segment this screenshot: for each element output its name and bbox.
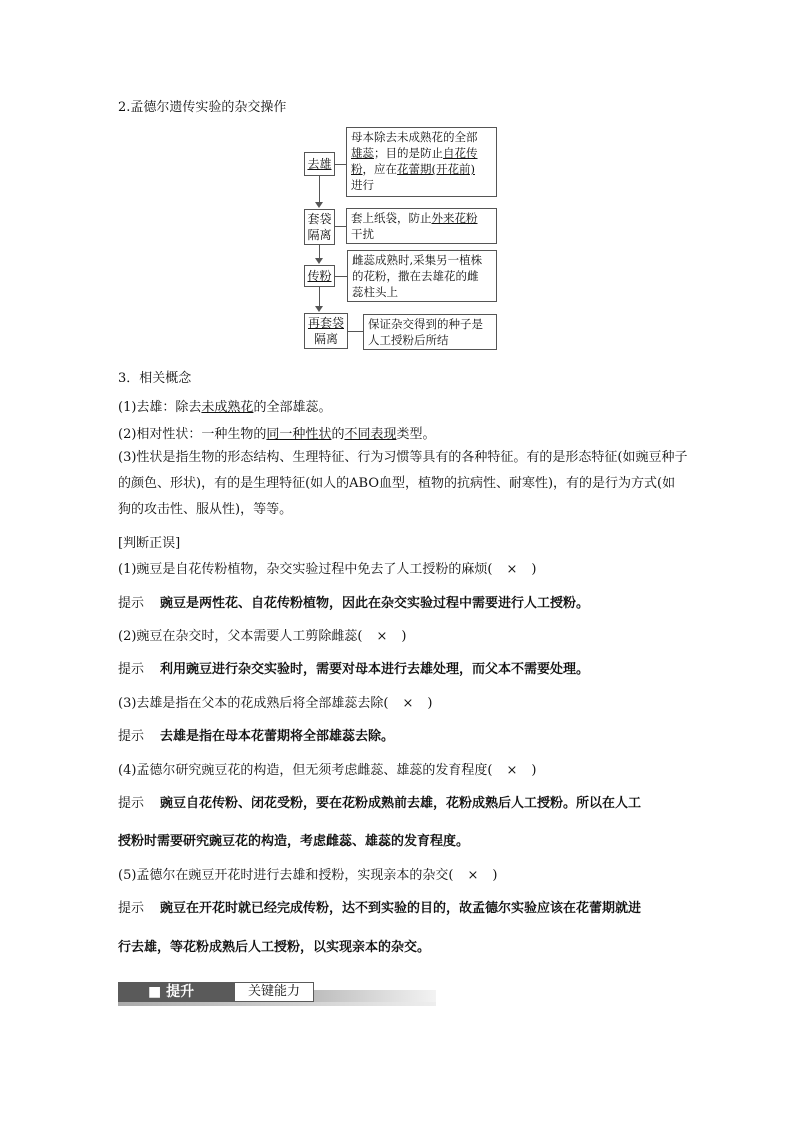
judge-hint-4: 提示 豌豆自花传粉、闭花受粉，要在花粉成熟前去雄，花粉成熟后人工授粉。所以在人工 [118, 796, 642, 811]
banner-title-left: ■ 提升 [148, 984, 195, 1000]
judge-hint-5: 提示 豌豆在开花时就已经完成传粉，达不到实验的目的，故孟德尔实验应该在花蕾期就进 [118, 901, 642, 916]
judge-question-3: (3)去雄是指在父本的花成熟后将全部雄蕊去除( × ) [118, 696, 433, 711]
concept-trait-definition: (3)性状是指生物的形态结构、生理特征、行为习惯等具有的各种特征。有的是形态特征(如豌豆种子的颜色、形状)，有的是生理特征(如人的ABO血型，植物的抗病性、耐寒性)，有的是行为方式(如狗的攻击性、服从性)，等等。 [118, 450, 688, 517]
arrow-down-icon [315, 258, 323, 264]
flow-connector [319, 245, 320, 259]
section-3-title: 3．相关概念 [118, 371, 192, 386]
flow-connector [319, 176, 320, 203]
judge-hint-1: 提示 豌豆是两性花、自花传粉植物，因此在杂交实验过程中需要进行人工授粉。 [118, 596, 590, 611]
banner-underline [118, 1002, 436, 1006]
arrow-down-icon [315, 202, 323, 208]
wrong-mark: × [506, 562, 518, 577]
concept-emasculation: (1)去雄：除去未成熟花的全部雄蕊。 [118, 400, 332, 415]
wrong-mark: × [467, 868, 479, 883]
flow-connector [348, 331, 363, 332]
judge-heading: [判断正误] [118, 536, 181, 551]
flow-step-bagging: 套袋 隔离 [304, 209, 335, 245]
flow-desc-emasculation: 母本除去未成熟花的全部 雄蕊；目的是防止自花传 粉，应在花蕾期(开花前) 进行 [346, 127, 497, 197]
flow-connector [335, 276, 347, 277]
flow-connector [335, 226, 346, 227]
judge-question-4: (4)孟德尔研究豌豆花的构造，但无须考虑雌蕊、雄蕊的发育程度( × ) [118, 763, 537, 778]
section-2-title: 2.孟德尔遗传实验的杂交操作 [118, 100, 287, 115]
banner-title-right: 关键能力 [247, 984, 300, 999]
judge-hint-2: 提示 利用豌豆进行杂交实验时，需要对母本进行去雄处理，而父本不需要处理。 [118, 662, 590, 677]
judge-hint-4-cont: 授粉时需要研究豌豆花的构造，考虑雌蕊、雄蕊的发育程度。 [118, 834, 470, 849]
judge-hint-5-cont: 行去雄，等花粉成熟后人工授粉，以实现亲本的杂交。 [118, 940, 431, 955]
judge-hint-3: 提示 去雄是指在母本花蕾期将全部雄蕊去除。 [118, 729, 395, 744]
flow-desc-bagging: 套上纸袋，防止外来花粉 干扰 [346, 208, 497, 244]
wrong-mark: × [376, 629, 388, 644]
wrong-mark: × [402, 696, 414, 711]
flow-desc-pollination: 雌蕊成熟时,采集另一植株 的花粉，撒在去雄花的雌 蕊柱头上 [347, 250, 497, 302]
flow-connector [335, 164, 346, 165]
concept-relative-trait: (2)相对性状：一种生物的同一种性状的不同表现类型。 [118, 427, 436, 442]
section-banner-light [234, 982, 314, 1002]
flow-step-emasculation: 去雄 [304, 152, 335, 176]
banner-decoration [314, 990, 436, 1002]
flow-step-pollination: 传粉 [304, 265, 335, 287]
judge-question-1: (1)豌豆是自花传粉植物，杂交实验过程中免去了人工授粉的麻烦( × ) [118, 562, 537, 577]
wrong-mark: × [506, 763, 518, 778]
judge-question-5: (5)孟德尔在豌豆开花时进行去雄和授粉，实现亲本的杂交( × ) [118, 868, 498, 883]
judge-question-2: (2)豌豆在杂交时，父本需要人工剪除雌蕊( × ) [118, 629, 407, 644]
flow-desc-rebagging: 保证杂交得到的种子是 人工授粉后所结 [363, 314, 497, 350]
flow-step-rebagging: 再套袋 隔离 [304, 313, 348, 349]
arrow-down-icon [315, 306, 323, 312]
flow-connector [319, 287, 320, 307]
section-banner-dark [118, 982, 234, 1002]
